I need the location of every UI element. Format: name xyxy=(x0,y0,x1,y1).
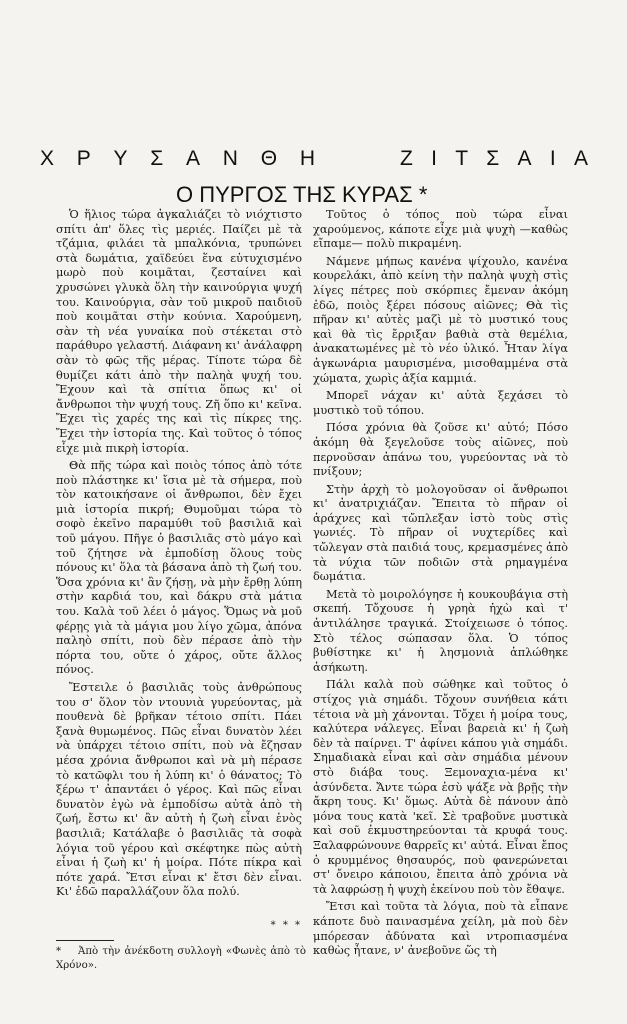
footnote-mark: * xyxy=(56,946,62,957)
paragraph: Πόσα χρόνια θὰ ζοῦσε κι' αὐτό; Πόσο ἀκόμη θὰ ξεγελοῦσε τοὺς αἰῶνες, ποὺ περνοῦσαν ἀπάνω του, γυρεύοντας νὰ τὸ πνίξουν; xyxy=(313,421,568,479)
author-letter: Η xyxy=(299,147,315,170)
author-letter: Ρ xyxy=(76,147,91,170)
author-letter: Α xyxy=(517,147,532,170)
author-letter: Ζ xyxy=(400,147,413,170)
author-letter: Υ xyxy=(113,147,128,170)
author-letter: Σ xyxy=(150,147,164,170)
paragraph: Στὴν ἀρχὴ τὸ μολογοῦσαν οἱ ἄνθρωποι κι' ἀνατριχιάζαν. Ἔπειτα τὸ πῆραν οἱ ἀράχνες καὶ τὤπλεξαν ἱστὸ τοὺς στὶς γωνιές. Τὸ πῆραν οἱ νυχτερίδες καὶ τὤλεγαν στὰ παιδιά τους, κρεμασμένες ἀπὸ τὰ νύχια τῶν ποδιῶν στὰ ρημαγμένα δωμάτια. xyxy=(313,482,568,584)
author-first-name xyxy=(40,147,315,171)
paragraph: Μπορεῖ νάχαν κι' αὐτὰ ξεχάσει τὸ μυστικὸ τοῦ τόπου. xyxy=(313,389,568,417)
left-column xyxy=(56,208,302,900)
author-letter: Χ xyxy=(40,147,55,170)
paragraph: Ἔτσι καὶ τοῦτα τὰ λόγια, ποὺ τὰ εἶπανε κάποτε δυὸ παινασμένα χείλη, μὰ ποὺ δὲν μπόρεσαν ἀδύνατα καὶ ντροπιασμένα καθὼς ἦτανε, ν' ἀνεβοῦνε ὥς τὴ xyxy=(313,900,568,958)
paragraph: Τοῦτος ὁ τόπος ποὺ τώρα εἶναι χαρούμενος, κάποτε εἶχε μιὰ ψυχὴ —καθὼς εἴπαμε— πολὺ πικραμένη. xyxy=(313,208,568,251)
paragraph: Πάλι καλὰ ποὺ σώθηκε καὶ τοῦτος ὁ στίχος γιὰ σημάδι. Τὄχουν συνήθεια κάτι τέτοια νὰ μὴ χάνονται. Τὄχει ἡ μοίρα τους, καλύτερα νάλεγες. Εἶναι βαρειὰ κι' ἡ ζωὴ δὲν τὰ παίρνει. Τ' ἀφίνει κάπου γιὰ σημάδι. Σημαδιακὰ εἶναι καὶ σὰν σημάδια μένουν στὸ διάβα τους. Ξεμοναχια-μένα κι' ἀσύνδετα. Ἄντε τώρα ἐσὺ ψάξε νὰ βρῇς τὴν ἄκρη τους. Κι' ὅμως. Αὐτὰ δὲ πάνουν ἀπὸ μόνα τους κατὰ 'κεῖ. Σὲ τραβοῦνε μυστικὰ καὶ σοῦ ἐκμυστηρεύονται τὰ κρυφά τους. Ξαλαφρώνουνε θαρρεῖς κι' αὐτά. Εἶναι ἔπος ὁ κρυμμένος θησαυρός, ποὺ φανερώνεται στ' ὄνειρο κάποιου, ἔπειτα ἀπὸ χρόνια νὰ τὰ λαφρώσῃ ἡ ψυχὴ ἐκείνου ποὺ τὸν ἔθαψε. xyxy=(313,678,568,896)
author-name xyxy=(40,147,588,171)
author-letter: Ι xyxy=(431,147,437,170)
author-letter: Θ xyxy=(260,147,278,170)
paragraph: Θὰ πῆς τώρα καὶ ποιὸς τόπος ἀπὸ τότε ποὺ πλάστηκε κι' ἴσια μὲ τὰ σήμερα, ποὺ τὸν κατοικήσανε οἱ ἄνθρωποι, δὲν ἔχει μιὰ ἱστορία πικρή; Θυμοῦμαι τώρα τὸ σοφὸ ἐκεῖνο παραμύθι τοῦ βασιλιᾶ καὶ τοῦ μάγου. Πῆγε ὁ βασιλιᾶς στὸ μάγο καὶ τοῦ ζήτησε νὰ ἐμποδίσῃ ὅλους τοὺς πόνους κι' ὅλα τὰ βάσανα ἀπὸ τὴ ζωή του. Ὅσα χρόνια κι' ἂν ζήσῃ, νὰ μὴν ἔρθῃ λύπη στὴν καρδιά του, καὶ δάκρυ στὰ μάτια του. Καλὰ τοῦ λέει ὁ μάγος. Ὅμως νὰ μοῦ φέρῃς γιὰ τὰ μάγια μου λίγο χῶμα, ἀπόνα παληὸ σπίτι, ποὺ δὲν πέρασε ἀπὸ τὴν πόρτα του, οὔτε ὁ χάρος, οὔτε ἄλλος πόνος. xyxy=(56,459,302,677)
footnote-divider xyxy=(56,940,114,941)
right-column xyxy=(313,208,568,959)
author-letter: Ν xyxy=(222,147,238,170)
author-letter: Α xyxy=(573,147,588,170)
paragraph: Ὁ ἥλιος τώρα ἀγκαλιάζει τὸ νιόχτιστο σπίτι ἀπ' ὅλες τὶς μεριές. Παίζει μὲ τὰ τζάμια, φιλάει τὰ μπαλκόνια, τρυπώνει στὰ δωμάτια, χαϊδεύει ἕνα εὐτυχισμένο μωρὸ ποὺ κοιμᾶται, ζεσταίνει καὶ χρυσώνει γλυκὰ ὅλη τὴν καινούργια ψυχή του. Καινούργια, σὰν τοῦ μικροῦ παιδιοῦ ποὺ κοιμᾶται στὴν κούνια. Χαρούμενη, σὰν τὴ νέα γυναίκα ποὺ στέκεται στὸ παράθυρο γελαστή. Διάφανη κι' ἀνάλαφρη σὰν τὸ φῶς τῆς μέρας. Τίποτε τώρα δὲ θυμίζει κάτι ἀπὸ τὴν παληὰ ψυχή του. Ἔχουν καὶ τὰ σπίτια ὅπως κι' οἱ ἄνθρωποι τὴν ψυχή τους. Ζῆ ὅπο κι' κεῖνα. Ἔχει τὶς χαρές της καὶ τὶς πίκρες της. Ἔχει τὴν ἱστορία της. Καὶ τοῦτος ὁ τόπος εἶχε μιὰ πικρὴ ἱστορία. xyxy=(56,208,302,455)
author-letter: Τ xyxy=(455,147,469,170)
paragraph: Ἔστειλε ὁ βασιλιᾶς τοὺς ἀνθρώπους του σ' ὅλον τὸν ντουνιὰ γυρεύοντας, μὰ πουθενὰ δὲ βρῆκαν τέτοιο σπίτι. Πάει ξανὰ θυμωμένος. Πῶς εἶναι δυνατὸν λέει νὰ ὑπάρχει τέτοιο σπίτι, ποὺ νὰ ἔζησαν μέσα χρόνια ἄνθρωποι καὶ νὰ μὴ πέρασε τὸ κατῶφλι του ἡ λύπη κι' ὁ θάνατος; Τὸ ξέρω τ' ἀπαντάει ὁ γέρος. Καὶ πῶς εἶναι δυνατὸν ἐγὼ νὰ ἐμποδίσω αὐτὰ ἀπὸ τὴ ζωή, ἔστω κι' ἂν αὐτὴ ἡ ζωὴ εἶναι ἑνὸς βασιλιᾶ; Κατάλαβε ὁ βασιλιᾶς τὰ σοφὰ λόγια τοῦ γέρου καὶ σκέφτηκε πὼς αὐτὴ εἶναι ἡ ζωὴ κι' ἡ μοίρα. Πότε πίκρα καὶ πότε χαρά. Ἔτσι εἶναι κ' ἔτσι δὲν εἶναι. Κι' ἐδῶ παραλλάζουν ὅλα πολύ. xyxy=(56,681,302,899)
section-separator: * * * xyxy=(270,920,302,931)
author-last-name xyxy=(400,147,588,171)
paragraph: Μετὰ τὸ μοιρολόγησε ἡ κουκουβάγια στὴ σκεπή. Τὄχουσε ἡ γρηὰ ἠχὼ καὶ τ' ἀντιλάλησε τραγικά. Στοίχειωσε ὁ τόπος. Στὸ τέλος σώπασαν ὅλα. Ὁ τόπος βυθίστηκε κι' ἡ λησμονιὰ ἁπλώθηκε ἀσήκωτη. xyxy=(313,587,568,674)
author-letter: Α xyxy=(186,147,201,170)
article-title: Ο ΠΥΡΓΟΣ ΤΗΣ ΚΥΡΑΣ * xyxy=(176,182,428,207)
author-letter: Σ xyxy=(486,147,500,170)
author-letter: Ι xyxy=(549,147,556,170)
footnote-text: Ἀπὸ τὴν ἀνέκδοτη συλλογὴ «Φωνὲς ἀπὸ τὸ Χρόνο». xyxy=(56,946,306,971)
paragraph: Νάμενε μήπως κανένα ψίχουλο, κανένα κουρελάκι, ἀπὸ κείνη τὴν παληὰ ψυχὴ στὶς λίγες πέτρες ποὺ σκόρπιες ἔμεναν ἀκόμη ἐδῶ, ποιὸς ξέρει πόσους αἰῶνες; Θὰ τὶς πῆραν κι' αὐτὲς μαζὶ μὲ τὸ μυστικό τους καὶ θὰ τὶς ἔρριξαν βαθιὰ στὰ θεμέλια, ἀνακατωμένες μὲ τὸ νέο ὑλικό. Ἦταν λίγα ἀγκωνάρια μαυρισμένα, μισοθαμμένα στὰ χώματα, χωρὶς ἀξία καμμιά. xyxy=(313,254,568,385)
footnote xyxy=(56,945,306,973)
